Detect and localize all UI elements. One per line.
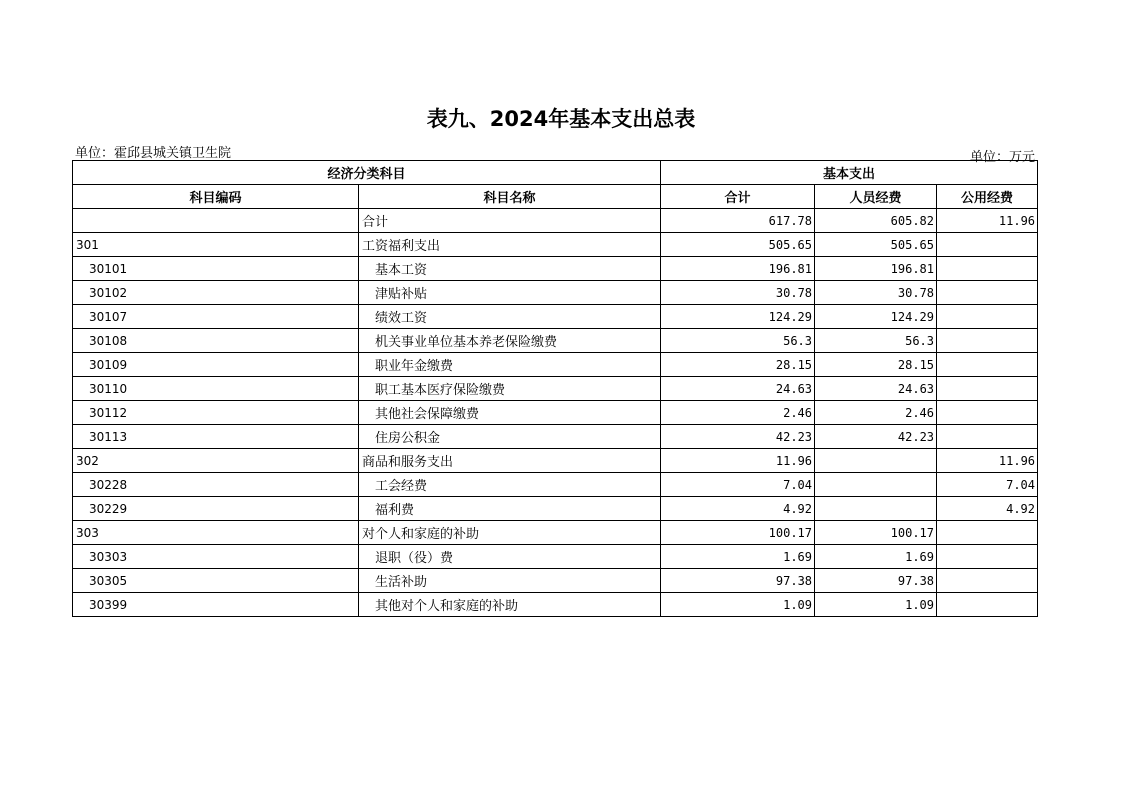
cell-personnel xyxy=(815,473,937,497)
cell-code: 30110 xyxy=(73,377,359,401)
table-body xyxy=(73,209,1038,617)
table-row xyxy=(73,545,1038,569)
cell-public xyxy=(937,281,1038,305)
cell-name: 职工基本医疗保险缴费 xyxy=(359,377,661,401)
header-code: 科目编码 xyxy=(73,185,359,209)
cell-name: 津贴补贴 xyxy=(359,281,661,305)
cell-personnel: 124.29 xyxy=(815,305,937,329)
cell-public xyxy=(937,593,1038,617)
header-column-row xyxy=(73,185,1038,209)
cell-personnel: 28.15 xyxy=(815,353,937,377)
table-row xyxy=(73,593,1038,617)
cell-name: 商品和服务支出 xyxy=(359,449,661,473)
unit-currency: 单位：万元 xyxy=(969,150,1035,165)
cell-public xyxy=(937,545,1038,569)
cell-personnel: 30.78 xyxy=(815,281,937,305)
cell-total: 28.15 xyxy=(661,353,815,377)
cell-total: 97.38 xyxy=(661,569,815,593)
table-row xyxy=(73,305,1038,329)
cell-name: 福利费 xyxy=(359,497,661,521)
table-row xyxy=(73,401,1038,425)
cell-code: 30399 xyxy=(73,593,359,617)
cell-total: 1.69 xyxy=(661,545,815,569)
header-personnel: 人员经费 xyxy=(815,185,937,209)
table-row xyxy=(73,353,1038,377)
header-name: 科目名称 xyxy=(359,185,661,209)
table-row xyxy=(73,497,1038,521)
cell-total: 505.65 xyxy=(661,233,815,257)
cell-name: 其他社会保障缴费 xyxy=(359,401,661,425)
table-row xyxy=(73,257,1038,281)
cell-public xyxy=(937,401,1038,425)
cell-name: 职业年金缴费 xyxy=(359,353,661,377)
table-row xyxy=(73,569,1038,593)
cell-public xyxy=(937,425,1038,449)
cell-code: 30108 xyxy=(73,329,359,353)
cell-public: 7.04 xyxy=(937,473,1038,497)
cell-total: 42.23 xyxy=(661,425,815,449)
cell-personnel: 56.3 xyxy=(815,329,937,353)
cell-total: 196.81 xyxy=(661,257,815,281)
table-row xyxy=(73,281,1038,305)
cell-name: 生活补助 xyxy=(359,569,661,593)
cell-name: 绩效工资 xyxy=(359,305,661,329)
cell-code: 30109 xyxy=(73,353,359,377)
cell-code: 30107 xyxy=(73,305,359,329)
header-group-row xyxy=(73,161,1038,185)
cell-personnel: 24.63 xyxy=(815,377,937,401)
cell-name: 住房公积金 xyxy=(359,425,661,449)
cell-public xyxy=(937,377,1038,401)
cell-public xyxy=(937,257,1038,281)
cell-code: 30305 xyxy=(73,569,359,593)
cell-total: 124.29 xyxy=(661,305,815,329)
cell-code: 30113 xyxy=(73,425,359,449)
cell-total: 30.78 xyxy=(661,281,815,305)
unit-organization: 单位：霍邱县城关镇卫生院 xyxy=(75,146,232,161)
cell-personnel: 100.17 xyxy=(815,521,937,545)
cell-name: 对个人和家庭的补助 xyxy=(359,521,661,545)
cell-public xyxy=(937,305,1038,329)
table-row xyxy=(73,425,1038,449)
cell-name: 其他对个人和家庭的补助 xyxy=(359,593,661,617)
cell-code: 30101 xyxy=(73,257,359,281)
cell-personnel: 42.23 xyxy=(815,425,937,449)
cell-public: 11.96 xyxy=(937,449,1038,473)
cell-personnel: 505.65 xyxy=(815,233,937,257)
cell-code: 30303 xyxy=(73,545,359,569)
cell-name: 基本工资 xyxy=(359,257,661,281)
table-row xyxy=(73,449,1038,473)
cell-code: 302 xyxy=(73,449,359,473)
table-row xyxy=(73,473,1038,497)
cell-public xyxy=(937,233,1038,257)
cell-public: 11.96 xyxy=(937,209,1038,233)
cell-name: 合计 xyxy=(359,209,661,233)
table-row xyxy=(73,377,1038,401)
header-public: 公用经费 xyxy=(937,185,1038,209)
cell-total: 7.04 xyxy=(661,473,815,497)
table-row xyxy=(73,329,1038,353)
cell-total: 617.78 xyxy=(661,209,815,233)
header-total: 合计 xyxy=(661,185,815,209)
cell-name: 工会经费 xyxy=(359,473,661,497)
cell-personnel: 605.82 xyxy=(815,209,937,233)
cell-code: 30102 xyxy=(73,281,359,305)
cell-total: 1.09 xyxy=(661,593,815,617)
cell-personnel xyxy=(815,449,937,473)
cell-name: 退职（役）费 xyxy=(359,545,661,569)
cell-total: 2.46 xyxy=(661,401,815,425)
cell-public: 4.92 xyxy=(937,497,1038,521)
cell-public xyxy=(937,521,1038,545)
cell-total: 100.17 xyxy=(661,521,815,545)
cell-total: 24.63 xyxy=(661,377,815,401)
page-title: 表九、2024年基本支出总表 xyxy=(426,107,696,131)
cell-public xyxy=(937,353,1038,377)
cell-public xyxy=(937,329,1038,353)
cell-public xyxy=(937,569,1038,593)
cell-personnel xyxy=(815,497,937,521)
header-economic-classification: 经济分类科目 xyxy=(73,161,661,185)
table-row xyxy=(73,209,1038,233)
cell-name: 工资福利支出 xyxy=(359,233,661,257)
cell-code: 303 xyxy=(73,521,359,545)
cell-code: 301 xyxy=(73,233,359,257)
cell-personnel: 196.81 xyxy=(815,257,937,281)
cell-personnel: 1.69 xyxy=(815,545,937,569)
header-basic-expenditure: 基本支出 xyxy=(661,161,1038,185)
table-row xyxy=(73,521,1038,545)
table-row xyxy=(73,233,1038,257)
cell-code: 30112 xyxy=(73,401,359,425)
cell-name: 机关事业单位基本养老保险缴费 xyxy=(359,329,661,353)
cell-personnel: 97.38 xyxy=(815,569,937,593)
cell-code: 30228 xyxy=(73,473,359,497)
cell-personnel: 1.09 xyxy=(815,593,937,617)
cell-code: 30229 xyxy=(73,497,359,521)
cell-personnel: 2.46 xyxy=(815,401,937,425)
expenditure-table xyxy=(72,160,1038,617)
cell-total: 4.92 xyxy=(661,497,815,521)
cell-total: 11.96 xyxy=(661,449,815,473)
cell-total: 56.3 xyxy=(661,329,815,353)
cell-code xyxy=(73,209,359,233)
